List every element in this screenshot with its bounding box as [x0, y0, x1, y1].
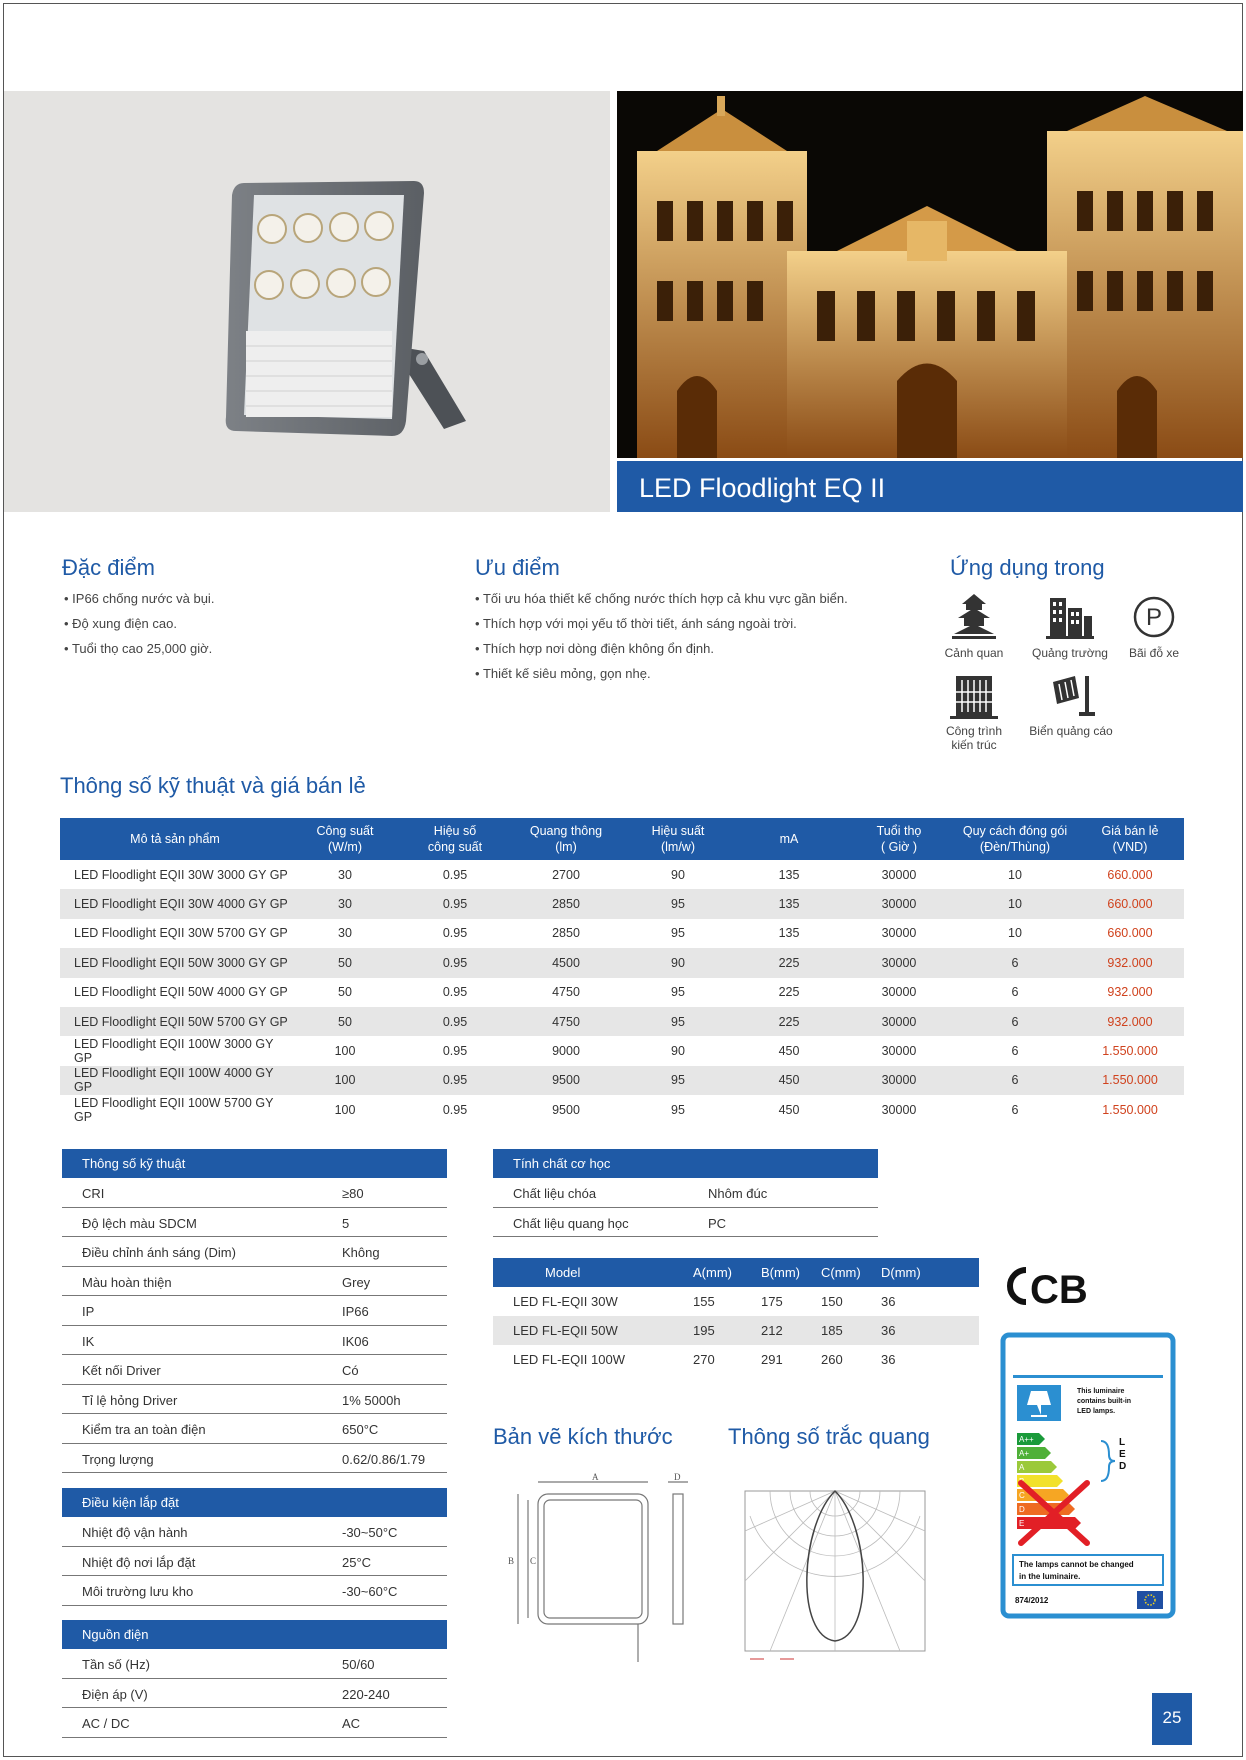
table-row	[493, 1345, 979, 1374]
table-cell: 6	[954, 1007, 1076, 1036]
install-table	[62, 1488, 447, 1606]
energy-class: E	[1019, 1519, 1025, 1528]
landscape-icon	[948, 592, 1000, 642]
spec-row	[62, 1547, 447, 1577]
table-cell: 30	[338, 926, 352, 941]
table-cell: 2700	[552, 867, 580, 882]
spec-label: Chất liệu quang học	[513, 1215, 629, 1231]
spec-value: 1% 5000h	[342, 1392, 401, 1408]
application-photo	[617, 91, 1243, 458]
page-number: 25	[1152, 1693, 1192, 1745]
table-cell: LED Floodlight EQII 100W 3000 GY GP	[74, 1037, 274, 1066]
spec-row	[62, 1576, 447, 1606]
table-cell: 0.95	[442, 926, 468, 941]
app-label: Cảnh quan	[944, 646, 1004, 660]
table-cell: 212	[741, 1316, 801, 1345]
table-cell: 95	[671, 1102, 685, 1117]
spec-row	[62, 1708, 447, 1738]
spec-label: Điện áp (V)	[82, 1686, 148, 1702]
table-cell: 932.000	[1076, 948, 1184, 977]
spec-row	[62, 1208, 447, 1238]
table-cell: 0.95	[442, 867, 468, 882]
table-cell: 291	[761, 1352, 783, 1367]
spec-value: AC	[342, 1716, 361, 1731]
col-header: C(mm)	[801, 1258, 861, 1287]
table-cell: 50	[290, 948, 400, 977]
app-label: Biển quảng cáo	[1029, 724, 1113, 738]
spec-row	[62, 1385, 447, 1415]
table-cell: 4500	[510, 948, 622, 977]
building-icon	[948, 672, 1000, 720]
table-cell: 90	[671, 867, 685, 882]
led-letter: L	[1119, 1437, 1126, 1448]
table-cell: 95	[671, 985, 685, 1000]
energy-text-line3: LED lamps.	[1077, 1408, 1116, 1415]
table-cell: 135	[778, 926, 800, 941]
table-cell: 6	[1011, 985, 1019, 1000]
spec-value: Có	[342, 1363, 359, 1378]
table-cell: 0.95	[400, 948, 510, 977]
table-cell: 9500	[552, 1102, 580, 1117]
table-cell: 100	[334, 1102, 356, 1117]
cb-text: CB	[1030, 1268, 1088, 1312]
table-cell: 30	[338, 867, 352, 882]
spec-value: 0.62/0.86/1.79	[342, 1451, 426, 1467]
table-row	[60, 948, 1184, 977]
table-cell: 270	[693, 1352, 715, 1367]
app-label-line2: kiến trúc	[951, 738, 997, 752]
col-header: Hiệu suất (lm/w)	[622, 818, 734, 860]
list-item: • Thích hợp với mọi yếu tố thời tiết, ánh sáng ngoài trời.	[475, 616, 848, 641]
advantages-title: Ưu điểm	[475, 555, 560, 580]
table-cell: 10	[954, 889, 1076, 918]
table-cell: LED Floodlight EQII 100W 4000 GY GP	[60, 1066, 290, 1095]
table-cell: LED Floodlight EQII 30W 4000 GY GP	[60, 889, 290, 918]
spec-row	[62, 1649, 447, 1679]
table-cell: 30	[290, 889, 400, 918]
dim-label-d: D	[674, 1472, 681, 1482]
table-cell: 195	[673, 1316, 741, 1345]
table-cell: LED FL-EQII 30W	[513, 1294, 618, 1309]
table-cell: 50	[338, 985, 352, 1000]
table-cell: 30000	[844, 948, 954, 977]
table-cell: 660.000	[1107, 926, 1153, 941]
energy-class: A	[1019, 1463, 1025, 1472]
table-cell: 175	[761, 1294, 783, 1309]
table-cell: 30000	[844, 1007, 954, 1036]
table-cell: 100	[290, 1066, 400, 1095]
table-cell: 95	[622, 1007, 734, 1036]
col-header: Quang thông (lm)	[510, 818, 622, 860]
product-title-bar	[617, 461, 1243, 512]
applications-title: Ứng dụng trong	[950, 555, 1105, 580]
table-row	[60, 919, 1184, 948]
table-cell: 450	[778, 1102, 800, 1117]
col-header: Mô tả sản phẩm	[60, 818, 290, 860]
table-cell: 100	[334, 1044, 356, 1059]
parking-icon	[1129, 592, 1179, 642]
tech-specs-table	[62, 1149, 447, 1473]
spec-row	[62, 1237, 447, 1267]
energy-text-line2: contains built-in	[1077, 1398, 1132, 1405]
table-cell: 36	[881, 1352, 896, 1367]
dim-label-c: C	[530, 1556, 537, 1566]
table-row	[60, 1095, 1184, 1124]
table-cell: LED Floodlight EQII 100W 5700 GY GP	[74, 1095, 274, 1124]
dim-label-a: A	[592, 1472, 599, 1482]
spec-row	[62, 1178, 447, 1208]
table-cell: 225	[778, 985, 800, 1000]
spec-label: Trọng lượng	[82, 1451, 154, 1467]
photometric-title: Thông số trắc quang	[728, 1424, 930, 1449]
energy-class: D	[1019, 1505, 1025, 1514]
table-cell: 95	[622, 1066, 734, 1095]
spec-label: Chất liệu chóa	[513, 1186, 597, 1201]
energy-note-line2: in the luminaire.	[1019, 1572, 1081, 1581]
energy-text-line1: This luminaire	[1077, 1388, 1125, 1395]
table-cell: 9000	[552, 1044, 580, 1059]
table-cell: 0.95	[442, 985, 468, 1000]
table-cell: 30000	[881, 985, 917, 1000]
col-header: Hiệu số công suất	[400, 818, 510, 860]
table-cell: LED Floodlight EQII 50W 5700 GY GP	[60, 1007, 290, 1036]
table-row	[60, 1066, 1184, 1095]
app-square	[1028, 592, 1112, 660]
table-cell: 0.95	[400, 1007, 510, 1036]
col-header: mA	[734, 818, 844, 860]
product-photo	[4, 91, 610, 512]
spec-value: Không	[342, 1245, 380, 1260]
table-cell: 660.000	[1107, 867, 1153, 882]
spec-row	[62, 1267, 447, 1297]
table-cell: 50	[290, 1007, 400, 1036]
table-cell: LED FL-EQII 100W	[513, 1352, 625, 1367]
table-cell: 6	[954, 948, 1076, 977]
spec-value: 50/60	[342, 1657, 375, 1672]
spec-value: IK06	[342, 1333, 369, 1349]
cb-certification-mark	[1000, 1262, 1088, 1315]
spec-label: Điều chỉnh ánh sáng (Dim)	[82, 1245, 236, 1260]
spec-row	[493, 1208, 878, 1238]
spec-row	[62, 1414, 447, 1444]
app-building	[940, 672, 1008, 752]
spec-label: Màu hoàn thiện	[82, 1274, 172, 1290]
list-item: • Tối ưu hóa thiết kế chống nước thích hợp cả khu vực gần biển.	[475, 591, 848, 616]
spec-value: -30~60°C	[342, 1584, 398, 1599]
photometric-diagram	[740, 1486, 930, 1666]
table-row	[60, 978, 1184, 1007]
dim-label-b: B	[508, 1556, 515, 1566]
spec-value: PC	[708, 1215, 727, 1231]
table-cell: 660.000	[1076, 889, 1184, 918]
col-header: Quy cách đóng gói (Đèn/Thùng)	[954, 818, 1076, 860]
col-header: Model	[493, 1258, 673, 1287]
spec-value: Grey	[342, 1274, 371, 1290]
spec-row	[62, 1296, 447, 1326]
features-list	[64, 591, 214, 666]
spec-value: IP66	[342, 1304, 369, 1319]
app-billboard	[1026, 672, 1116, 738]
table-cell: 450	[778, 1044, 800, 1059]
table-cell: 1.550.000	[1102, 1044, 1158, 1059]
table-cell: LED Floodlight EQII 50W 3000 GY GP	[60, 948, 290, 977]
list-item: • Thiết kế siêu mỏng, gọn nhẹ.	[475, 666, 848, 691]
table-row	[60, 1007, 1184, 1036]
billboard-icon	[1045, 672, 1097, 720]
app-label: Quảng trường	[1032, 646, 1108, 660]
table-cell: 4750	[510, 1007, 622, 1036]
energy-label	[1001, 1333, 1175, 1618]
table-cell: 30000	[844, 1066, 954, 1095]
app-label: Công trình	[945, 724, 1003, 738]
table-cell: 0.95	[442, 1102, 468, 1117]
table-cell: 932.000	[1076, 1007, 1184, 1036]
advantages-list	[475, 591, 848, 691]
table-cell: 6	[1011, 1044, 1019, 1059]
spec-row	[62, 1679, 447, 1709]
table-cell: LED Floodlight EQII 50W 4000 GY GP	[74, 985, 288, 1000]
table-cell: 150	[821, 1294, 843, 1309]
table-cell: 90	[622, 948, 734, 977]
energy-class: A++	[1019, 1435, 1034, 1444]
list-item: • Độ xung điện cao.	[64, 616, 214, 641]
spec-value: 650°C	[342, 1422, 379, 1437]
table-cell: 135	[778, 867, 800, 882]
price-table	[60, 818, 1184, 1125]
install-title: Điều kiện lắp đặt	[62, 1488, 447, 1517]
table-row	[60, 1036, 1184, 1065]
drawing-title: Bản vẽ kích thước	[493, 1424, 673, 1449]
list-item: • Tuổi thọ cao 25,000 giờ.	[64, 641, 214, 666]
spec-label: Nhiệt độ vận hành	[82, 1525, 188, 1540]
features-title: Đặc điểm	[62, 555, 155, 580]
spec-value: 5	[342, 1215, 350, 1231]
table-cell: 1.550.000	[1102, 1102, 1158, 1117]
energy-note-line1: The lamps cannot be changed	[1019, 1560, 1134, 1569]
table-row	[60, 860, 1184, 889]
table-cell: 30000	[844, 889, 954, 918]
spec-row	[62, 1517, 447, 1547]
dimensions-table	[493, 1258, 979, 1374]
table-cell: 4750	[552, 985, 580, 1000]
mechanical-table	[493, 1149, 878, 1237]
table-cell: 30000	[881, 1044, 917, 1059]
spec-label: Môi trường lưu kho	[82, 1584, 194, 1599]
table-cell: 2850	[510, 889, 622, 918]
table-cell: 95	[671, 926, 685, 941]
spec-label: Kiểm tra an toàn điện	[82, 1422, 206, 1437]
table-cell: 90	[671, 1044, 685, 1059]
dimension-drawing	[488, 1472, 716, 1672]
table-cell: LED Floodlight EQII 30W 5700 GY GP	[74, 926, 288, 941]
col-header: Tuổi thọ ( Giờ )	[844, 818, 954, 860]
table-cell: 6	[954, 1066, 1076, 1095]
list-item: • IP66 chống nước và bụi.	[64, 591, 214, 616]
table-header-row	[493, 1258, 979, 1287]
spec-row	[62, 1444, 447, 1474]
table-cell: 135	[734, 889, 844, 918]
table-cell: 0.95	[400, 1066, 510, 1095]
mechanical-title: Tính chất cơ học	[493, 1149, 878, 1178]
power-title: Nguồn điện	[62, 1620, 447, 1649]
spec-row	[62, 1326, 447, 1356]
table-row	[60, 889, 1184, 918]
table-cell: 36	[881, 1294, 896, 1309]
table-header-row	[60, 818, 1184, 860]
table-cell: 225	[734, 948, 844, 977]
table-cell: 932.000	[1107, 985, 1153, 1000]
specs-title: Thông số kỹ thuật và giá bán lẻ	[60, 773, 366, 798]
table-cell: 10	[1008, 867, 1022, 882]
power-table	[62, 1620, 447, 1738]
spec-label: Tần số (Hz)	[82, 1657, 150, 1672]
table-row	[493, 1287, 979, 1316]
spec-value: 25°C	[342, 1554, 372, 1570]
square-icon	[1044, 592, 1096, 642]
col-header: A(mm)	[673, 1258, 741, 1287]
spec-label: IP	[82, 1304, 95, 1319]
spec-label: AC / DC	[82, 1716, 130, 1731]
table-cell: 95	[622, 889, 734, 918]
table-cell: 450	[734, 1066, 844, 1095]
spec-value: Nhôm đúc	[708, 1186, 768, 1201]
energy-class: A+	[1019, 1449, 1030, 1458]
col-header: Giá bán lẻ (VND)	[1076, 818, 1184, 860]
spec-label: Kết nối Driver	[82, 1363, 161, 1378]
table-row	[493, 1316, 979, 1345]
col-header: D(mm)	[861, 1258, 979, 1287]
list-item: • Thích hợp nơi dòng điện không ổn định.	[475, 641, 848, 666]
table-cell: 30000	[881, 867, 917, 882]
table-cell: 225	[734, 1007, 844, 1036]
table-cell: 155	[693, 1294, 715, 1309]
table-cell: 36	[861, 1316, 979, 1345]
spec-value: ≥80	[342, 1186, 364, 1201]
table-cell: 1.550.000	[1076, 1066, 1184, 1095]
table-cell: 260	[821, 1352, 843, 1367]
spec-value: 220-240	[342, 1686, 390, 1702]
table-cell: LED Floodlight EQII 30W 3000 GY GP	[74, 867, 288, 882]
spec-label: Nhiệt độ nơi lắp đặt	[82, 1554, 196, 1570]
spec-label: IK	[82, 1333, 95, 1349]
table-cell: 0.95	[400, 889, 510, 918]
spec-row	[493, 1178, 878, 1208]
spec-label: Tỉ lệ hỏng Driver	[82, 1392, 178, 1408]
table-cell: 6	[1011, 1102, 1019, 1117]
table-cell: 30000	[881, 926, 917, 941]
table-cell: 185	[801, 1316, 861, 1345]
led-letter: E	[1119, 1449, 1126, 1460]
energy-class: C	[1019, 1491, 1025, 1500]
spec-row	[62, 1355, 447, 1385]
svg-text:P: P	[1145, 604, 1163, 631]
table-cell: 9500	[510, 1066, 622, 1095]
table-cell: 0.95	[442, 1044, 468, 1059]
spec-value: -30~50°C	[342, 1525, 398, 1540]
col-header: Công suất (W/m)	[290, 818, 400, 860]
app-parking	[1126, 592, 1182, 660]
spec-label: Độ lệch màu SDCM	[82, 1215, 197, 1231]
led-letter: D	[1119, 1461, 1127, 1472]
product-title: LED Floodlight EQ II	[639, 473, 886, 503]
table-cell: 10	[1008, 926, 1022, 941]
col-header: B(mm)	[741, 1258, 801, 1287]
spec-label: CRI	[82, 1186, 105, 1201]
energy-regulation: 874/2012	[1015, 1596, 1049, 1605]
app-landscape	[940, 592, 1008, 660]
app-label: Bãi đỗ xe	[1128, 646, 1180, 660]
table-cell: 2850	[552, 926, 580, 941]
table-cell: 30000	[881, 1102, 917, 1117]
tech-specs-title: Thông số kỹ thuật	[62, 1149, 447, 1178]
table-cell: LED FL-EQII 50W	[493, 1316, 673, 1345]
